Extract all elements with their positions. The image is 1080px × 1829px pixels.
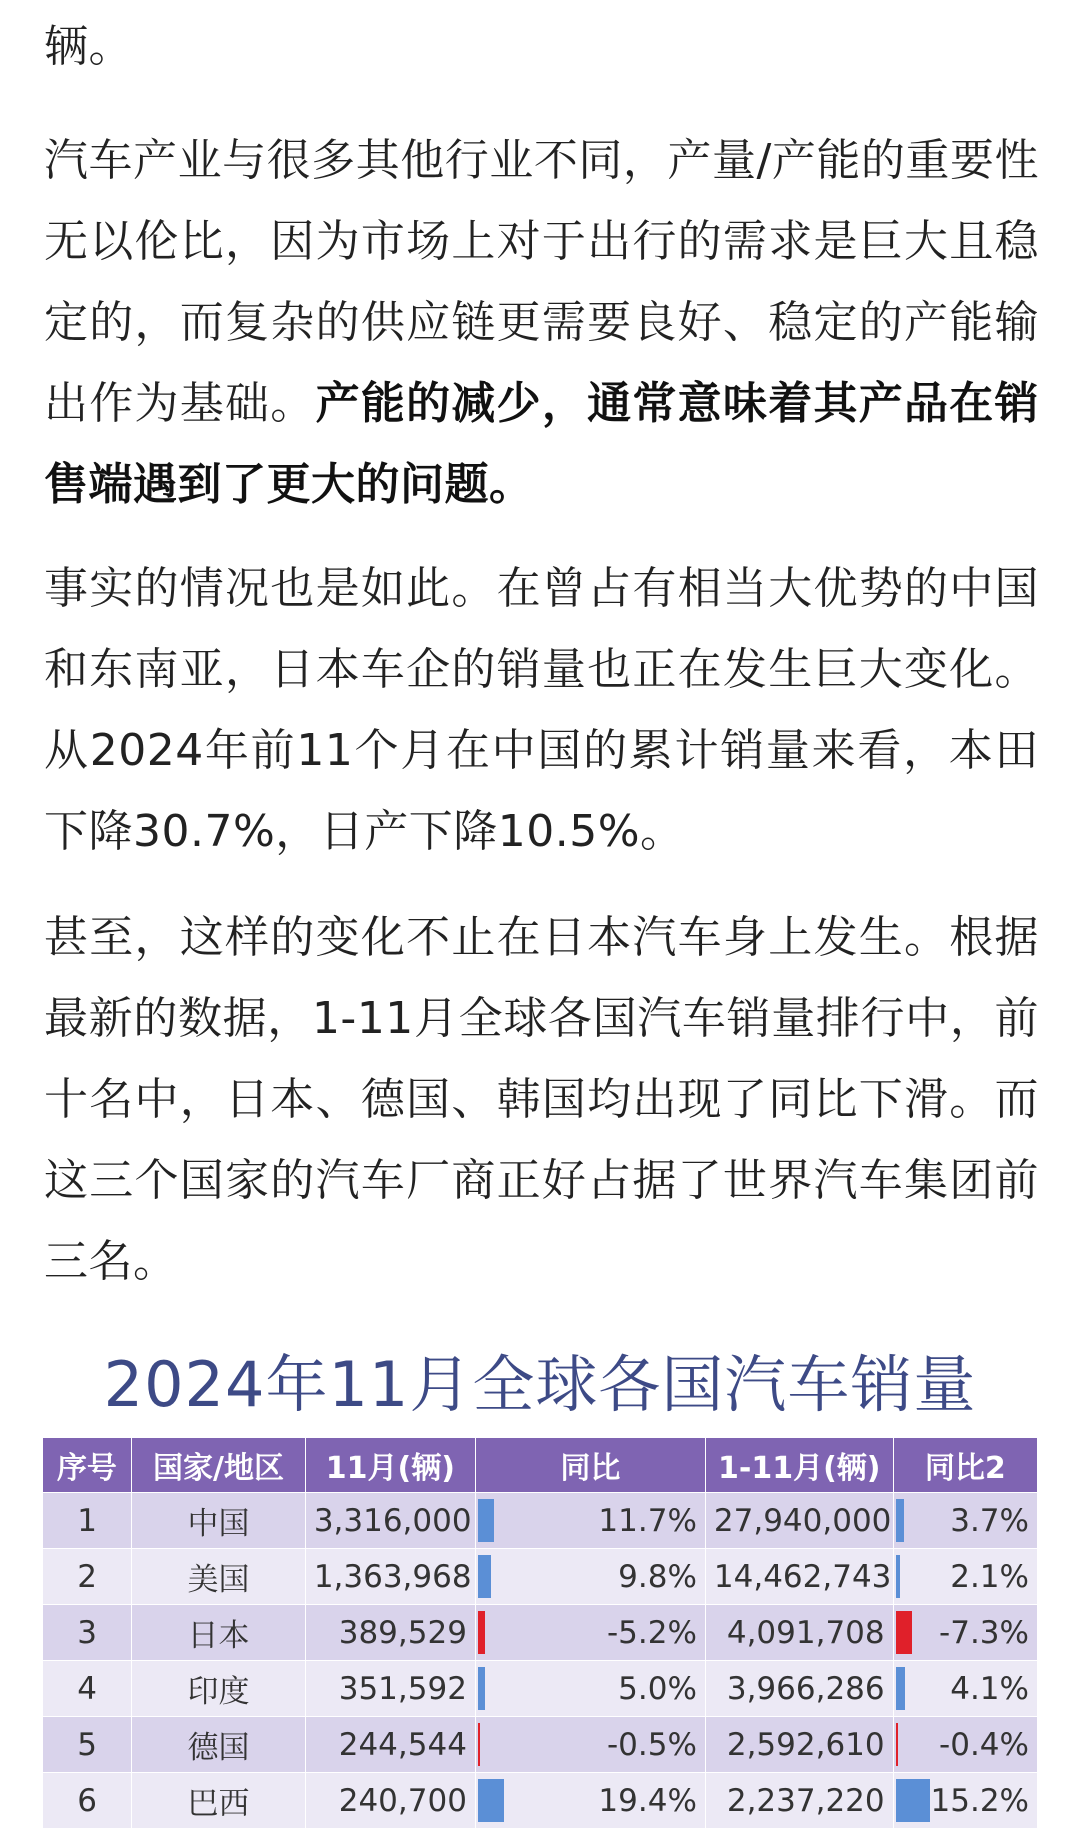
cell-country-text: 日本 — [187, 1618, 250, 1654]
cell-yoy-text: 5.0% — [618, 1670, 697, 1707]
cell-yoy2 — [893, 1549, 1037, 1605]
positive-data-bar — [478, 1779, 504, 1822]
cell-yoy2-text: -0.4% — [939, 1726, 1029, 1763]
cell-country — [132, 1773, 306, 1829]
positive-data-bar — [896, 1667, 905, 1710]
cell-rank-text: 2 — [77, 1558, 97, 1595]
cell-country — [132, 1549, 306, 1605]
cell-nov — [305, 1717, 475, 1773]
cell-nov — [305, 1549, 475, 1605]
cell-yoy — [475, 1493, 705, 1549]
cell-ytd-text: 27,940,000 — [713, 1502, 892, 1539]
cell-yoy-text: 11.7% — [598, 1502, 697, 1539]
cell-yoy — [475, 1605, 705, 1661]
table-row — [43, 1605, 1038, 1661]
cell-country-text: 巴西 — [187, 1786, 250, 1822]
paragraph-global-ranking: 甚至，这样的变化不止在日本汽车身上发生。根据最新的数据，1-11月全球各国汽车销量排行中，前十名中，日本、德国、韩国均出现了同比下滑。而这三个国家的汽车厂商正好占据了世界汽车集团前三名。 — [44, 912, 1039, 1287]
cell-rank-text: 1 — [77, 1502, 97, 1539]
cell-yoy2 — [893, 1493, 1037, 1549]
cell-ytd-text: 14,462,743 — [713, 1558, 892, 1595]
negative-data-bar — [478, 1611, 485, 1654]
cell-yoy-text: 9.8% — [618, 1558, 697, 1595]
cell-ytd — [705, 1605, 893, 1661]
cell-rank-text: 5 — [77, 1726, 97, 1763]
negative-data-bar — [896, 1611, 912, 1654]
cell-nov-text: 1,363,968 — [313, 1558, 472, 1595]
paragraph-production — [44, 120, 1039, 525]
header-ytd: 1-11月(辆) — [705, 1438, 893, 1493]
cell-yoy-text: 19.4% — [598, 1782, 697, 1819]
cell-ytd — [705, 1773, 893, 1829]
cell-rank — [43, 1549, 132, 1605]
cell-ytd-text: 2,592,610 — [726, 1726, 885, 1763]
cell-yoy2 — [893, 1661, 1037, 1717]
header-rank: 序号 — [43, 1438, 132, 1493]
header-yoy: 同比 — [475, 1438, 705, 1493]
cell-ytd — [705, 1549, 893, 1605]
cell-nov-text: 351,592 — [338, 1670, 467, 1707]
header-yoy2: 同比2 — [893, 1438, 1037, 1493]
cell-yoy2-text: -7.3% — [939, 1614, 1029, 1651]
cell-country — [132, 1493, 306, 1549]
cell-yoy-text: -0.5% — [606, 1726, 697, 1763]
header-country: 国家/地区 — [132, 1438, 306, 1493]
cell-rank — [43, 1717, 132, 1773]
cell-rank-text: 4 — [77, 1670, 97, 1707]
table-row — [43, 1773, 1038, 1829]
cell-yoy — [475, 1661, 705, 1717]
cell-yoy2-text: 2.1% — [950, 1558, 1029, 1595]
cell-nov — [305, 1661, 475, 1717]
cell-yoy2-text: 3.7% — [950, 1502, 1029, 1539]
cell-nov — [305, 1605, 475, 1661]
negative-data-bar — [896, 1723, 898, 1766]
cell-yoy-text: -5.2% — [606, 1614, 697, 1651]
sales-table-image — [42, 1340, 1038, 1829]
negative-data-bar — [478, 1723, 480, 1766]
cell-rank-text: 3 — [77, 1614, 97, 1651]
paragraph-fragment: 辆。 — [44, 21, 133, 72]
table-row — [43, 1717, 1038, 1773]
cell-yoy2 — [893, 1717, 1037, 1773]
positive-data-bar — [478, 1667, 485, 1710]
positive-data-bar — [896, 1555, 901, 1598]
cell-ytd — [705, 1717, 893, 1773]
cell-ytd-text: 3,966,286 — [726, 1670, 885, 1707]
cell-yoy — [475, 1717, 705, 1773]
cell-yoy2-text: 15.2% — [930, 1782, 1029, 1819]
cell-country — [132, 1605, 306, 1661]
cell-ytd — [705, 1493, 893, 1549]
cell-rank-text: 6 — [77, 1782, 97, 1819]
positive-data-bar — [478, 1499, 494, 1542]
table-row — [43, 1493, 1038, 1549]
cell-nov-text: 3,316,000 — [313, 1502, 472, 1539]
cell-nov — [305, 1773, 475, 1829]
cell-yoy — [475, 1773, 705, 1829]
cell-country-text: 德国 — [187, 1730, 250, 1766]
cell-rank — [43, 1773, 132, 1829]
table-title: 2024年11月全球各国汽车销量 — [103, 1348, 977, 1421]
cell-country — [132, 1661, 306, 1717]
cell-rank — [43, 1605, 132, 1661]
cell-yoy2 — [893, 1605, 1037, 1661]
cell-country-text: 美国 — [187, 1562, 250, 1598]
positive-data-bar — [896, 1779, 930, 1822]
cell-ytd-text: 2,237,220 — [726, 1782, 885, 1819]
cell-ytd-text: 4,091,708 — [726, 1614, 885, 1651]
cell-yoy — [475, 1549, 705, 1605]
cell-yoy2-text: 4.1% — [950, 1670, 1029, 1707]
paragraph-text: 汽车产业与很多其他行业不同，产量/产能的重要性无以伦比，因为市场上对于出行的需求是巨大且稳定的，而复杂的供应链更需要良好、稳定的产能输出作为基础。 — [44, 135, 1039, 429]
positive-data-bar — [478, 1555, 491, 1598]
cell-nov-text: 389,529 — [338, 1614, 467, 1651]
cell-rank — [43, 1661, 132, 1717]
cell-nov — [305, 1493, 475, 1549]
table-row — [43, 1661, 1038, 1717]
paragraph-bold-text: 产能的减少，通常意味着其产品在销售端遇到了更大的问题。 — [44, 378, 1040, 510]
cell-yoy2 — [893, 1773, 1037, 1829]
sales-table — [42, 1438, 1038, 1829]
positive-data-bar — [896, 1499, 904, 1542]
paragraph-sales-change: 事实的情况也是如此。在曾占有相当大优势的中国和东南亚，日本车企的销量也正在发生巨大变化。从2024年前11个月在中国的累计销量来看，本田下降30.7%，日产下降10.5%。 — [44, 563, 1039, 857]
cell-country — [132, 1717, 306, 1773]
cell-country-text: 中国 — [187, 1506, 250, 1542]
cell-rank — [43, 1493, 132, 1549]
cell-nov-text: 240,700 — [338, 1782, 467, 1819]
table-row — [43, 1549, 1038, 1605]
cell-nov-text: 244,544 — [338, 1726, 467, 1763]
cell-ytd — [705, 1661, 893, 1717]
header-nov: 11月(辆) — [305, 1438, 475, 1493]
cell-country-text: 印度 — [187, 1674, 250, 1710]
table-header-row — [43, 1438, 1038, 1493]
